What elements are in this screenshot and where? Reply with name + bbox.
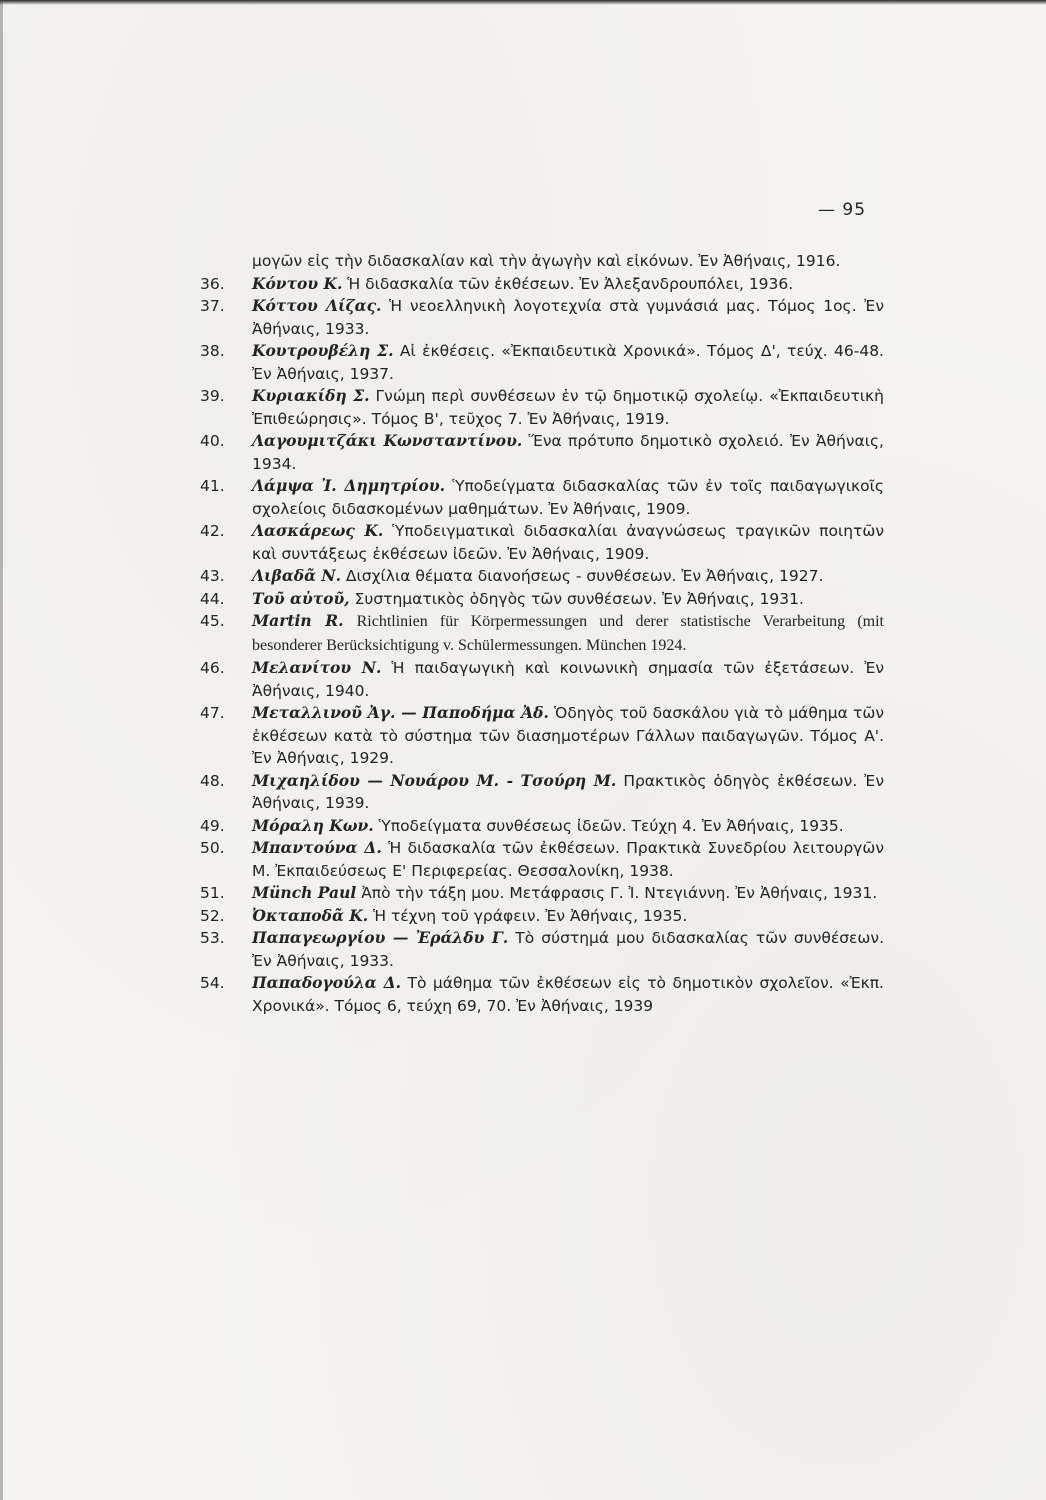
bibliography-entry [200,588,884,611]
entry-author: Λιβαδᾶ Ν. [252,566,341,585]
entry-author: Λάμψα Ἰ. Δημητρίου. [252,476,446,495]
entry-title: Ἡ νεοελληνικὴ λογοτεχνία στὰ γυμνάσιά μας. Τόμος 1ος. Ἐν Ἀθήναις, 1933. [252,297,884,338]
bibliography-entry [200,475,884,520]
bibliography-entry [200,815,884,838]
entry-author: Münch Paul [252,883,357,902]
entry-author: Μεταλλινοῦ Ἀγ. — Παποδήμα Ἀδ. [252,703,549,722]
entry-body [252,588,884,611]
entry-number: 47. [200,704,225,722]
entry-number: 40. [200,432,225,450]
entry-number: 36. [200,274,225,293]
bibliography-entry [200,295,884,340]
entry-title: Ἡ διδασκαλία τῶν ἐκθέσεων. Πρακτικὰ Συνεδρίου λειτουργῶν Μ. Ἐκπαιδεύσεως Ε' Περιφερείας. Θεσσαλονίκη, 1938. [252,839,884,880]
entry-title: Αἱ ἐκθέσεις. «Ἐκπαιδευτικὰ Χρονικά». Τόμος Δ', τεύχ. 46-48. Ἐν Ἀθήναις, 1937. [252,342,884,383]
bibliography-entry [200,273,884,296]
entry-body [252,340,884,385]
entry-author: Λασκάρεως Κ. [252,521,384,540]
entry-title: Ἡ διδασκαλία τῶν ἐκθέσεων. Ἐν Ἀλεξανδρουπόλει, 1936. [347,274,794,293]
entry-body [252,770,884,815]
entry-body [252,905,884,928]
entry-body [252,295,884,340]
bibliography-entry [200,385,884,430]
entry-title: Πρακτικὸς ὁδηγὸς ἐκθέσεων. Ἐν Ἀθήναις, 1939. [252,771,884,812]
entry-number: 38. [200,342,225,360]
bibliography-entry [200,657,884,702]
entry-title: Ἡ τέχνη τοῦ γράφειν. Ἐν Ἀθήναις, 1935. [373,906,688,925]
entry-title: Richtlinien für Körpermessungen und derer statistische Verarbeitung (mit besonderer Berücksichtigung v. Schülermessungen. München 1924. [252,613,885,654]
entry-number: 45. [200,612,225,630]
entry-body [252,927,884,972]
entry-number: 51. [200,884,225,902]
entry-body [252,385,884,430]
entry-author: Μελανίτου Ν. [252,658,382,677]
entry-title: Τὸ μάθημα τῶν ἐκθέσεων εἰς τὸ δημοτικὸν σχολεῖον. «Ἐκπ. Χρονικά». Τόμος 6, τεύχη 69, 70. Ἐν Ἀθήναις, 1939 [252,974,884,1015]
entry-number: 46. [200,659,225,677]
entry-title: Ἡ παιδαγωγικὴ καὶ κοινωνικὴ σημασία τῶν ἐξετάσεων. Ἐν Ἀθήναις, 1940. [252,659,884,700]
entry-author: Παπαδογούλα Δ. [252,973,402,992]
entry-author: Ὀκταποδᾶ Κ. [252,905,369,925]
entry-title: Ὑποδείγματα συνθέσεως ἰδεῶν. Τεύχη 4. Ἐν Ἀθήναις, 1935. [378,816,844,835]
bibliography-entry [200,430,884,475]
bibliography-entry [200,610,884,657]
entry-number: 53. [200,929,225,947]
entry-number: 54. [200,974,225,992]
entry-number: 52. [200,906,225,925]
entry-title: Ὑποδειγματικαὶ διδασκαλίαι ἀναγνώσεως τραγικῶν ποιητῶν καὶ συντάξεως ἐκθέσεων ἰδεῶν. Ἐν Ἀθήναις, 1909. [252,522,884,563]
entry-title: Γνώμη περὶ συνθέσεων ἐν τῷ δημοτικῷ σχολείῳ. «Ἐκπαιδευτικὴ Ἐπιθεώρησις». Τόμος Β', τεῦχος 7. Ἐν Ἀθήναις, 1919. [252,387,884,428]
entry-title: Ὑποδείγματα διδασκαλίας τῶν ἐν τοῖς παιδαγωγικοῖς σχολείοις διδασκομένων μαθημάτων. Ἐν Ἀθήναις, 1909. [252,477,884,518]
entry-body [252,520,884,565]
entry-author: Παπαγεωργίου — Ἐράλδυ Γ. [252,928,509,947]
entry-author: Μόραλη Κων. [252,815,374,835]
entry-title: Ὁδηγὸς τοῦ δασκάλου γιὰ τὸ μάθημα τῶν ἐκθέσεων κατὰ τὸ σύστημα τῶν διασημοτέρων Γάλλων παιδαγωγῶν. Τόμος Α'. Ἐν Ἀθήναις, 1929. [252,704,884,767]
continuation-entry [200,250,884,273]
bibliography-entry [200,340,884,385]
bibliography-entry [200,882,884,905]
entry-title: Δισχίλια θέματα διανοήσεως - συνθέσεων. Ἐν Ἀθήναις, 1927. [345,567,824,585]
scan-top-edge [0,0,1046,5]
entry-body [252,475,884,520]
entry-number: 37. [200,297,225,315]
entry-number-blank [200,250,252,273]
scan-left-edge [0,0,3,1500]
entry-body [252,837,884,882]
entry-author: Λαγουμιτζάκι Κωνσταντίνου. [252,431,523,450]
entry-body [252,430,884,475]
bibliography-list [200,250,884,1017]
entry-number: 49. [200,816,225,835]
entry-body [252,610,884,657]
entry-number: 41. [200,477,225,495]
entries-container [200,273,884,1018]
entry-body [252,972,884,1017]
entry-author: Κόττου Λίζας. [252,296,382,315]
bibliography-entry [200,905,884,928]
bibliography-entry [200,520,884,565]
entry-author: Τοῦ αὐτοῦ, [252,588,350,608]
entry-author: Κυριακίδη Σ. [252,386,370,405]
bibliography-entry [200,702,884,770]
bibliography-entry [200,972,884,1017]
entry-number: 39. [200,387,225,405]
entry-author: Κόντου Κ. [252,273,343,293]
entry-number: 44. [200,589,225,608]
entry-text: μογῶν εἰς τὴν διδασκαλίαν καὶ τὴν ἀγωγὴν καὶ εἰκόνων. Ἐν Ἀθήναις, 1916. [252,252,841,270]
page-number: — 95 [818,200,867,220]
entry-author: Μιχαηλίδου — Νουάρου Μ. - Τσούρη Μ. [252,770,617,790]
entry-author: Κουτρουβέλη Σ. [252,341,394,360]
entry-title: Τὸ σύστημά μου διδασκαλίας τῶν συνθέσεων. Ἐν Ἀθήναις, 1933. [252,929,884,970]
entry-body [252,565,884,588]
entry-number: 43. [200,567,225,585]
entry-body [252,882,884,905]
entry-author: Μπαντούνα Δ. [252,838,382,857]
entry-body [252,657,884,702]
entry-title: Ἕνα πρότυπο δημοτικὸ σχολειό. Ἐν Ἀθήναις, 1934. [252,432,884,473]
entry-author: Martin R. [252,611,344,630]
bibliography-entry [200,837,884,882]
entry-number: 48. [200,771,225,790]
bibliography-entry [200,927,884,972]
entry-body [252,702,884,770]
entry-body [252,273,884,296]
entry-title: Συστηματικὸς ὁδηγὸς τῶν συνθέσεων. Ἐν Ἀθήναις, 1931. [354,589,804,608]
entry-title: Ἀπὸ τὴν τάξη μου. Μετάφρασις Γ. Ἰ. Ντεγιάννη. Ἐν Ἀθήναις, 1931. [361,884,878,902]
entry-number: 42. [200,522,225,540]
entry-number: 50. [200,839,225,857]
bibliography-entry [200,565,884,588]
entry-body [252,815,884,838]
bibliography-entry [200,770,884,815]
